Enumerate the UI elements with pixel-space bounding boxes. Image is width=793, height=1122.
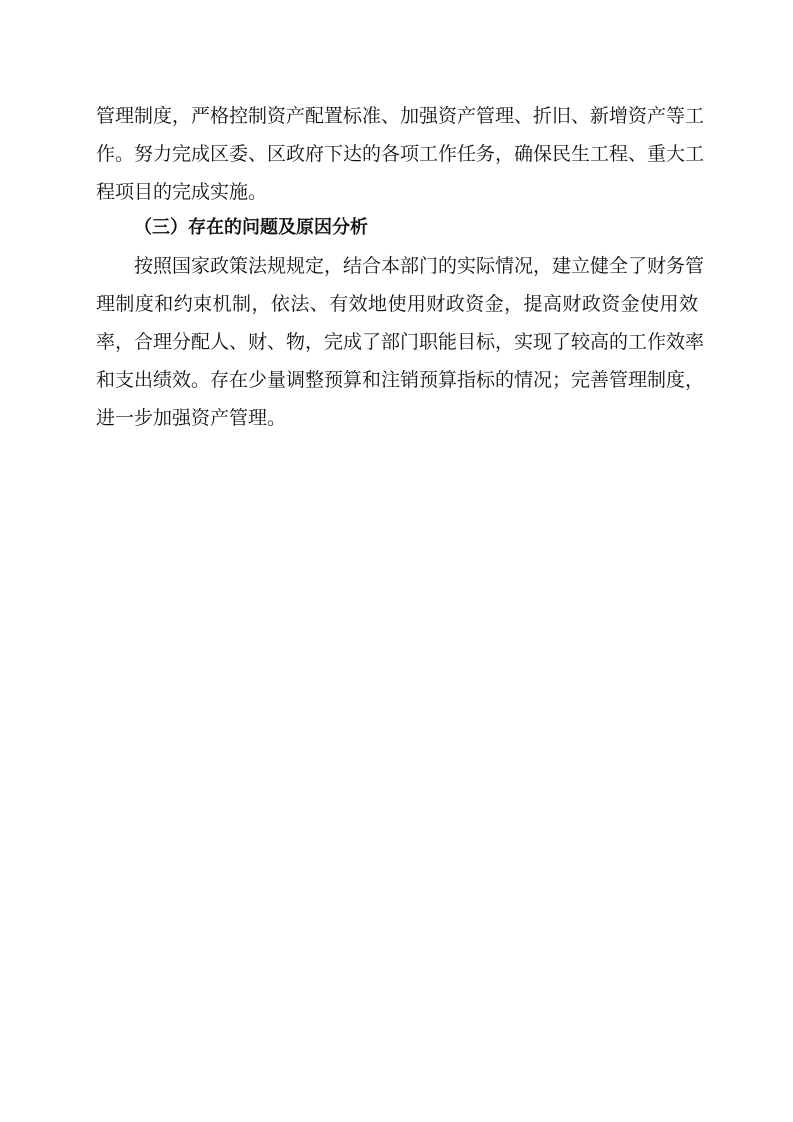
paragraph-1-line-3: 程项目的完成实施。: [96, 181, 268, 203]
paragraph-2-line-1: 按照国家政策法规规定，结合本部门的实际情况，建立健全了财务管: [134, 255, 705, 277]
paragraph-2-line-4: 和支出绩效。存在少量调整预算和注销预算指标的情况；完善管理制度，: [96, 369, 705, 391]
paragraph-1-line-2: 作。努力完成区委、区政府下达的各项工作任务，确保民生工程、重大工: [96, 143, 705, 165]
paragraph-2-line-2: 理制度和约束机制，依法、有效地使用财政资金，提高财政资金使用效: [96, 293, 698, 315]
section-heading: （三）存在的问题及原因分析: [134, 217, 368, 238]
paragraph-2-line-3: 率，合理分配人、财、物，完成了部门职能目标，实现了较高的工作效率: [96, 331, 705, 353]
paragraph-2-line-5: 进一步加强资产管理。: [96, 407, 287, 429]
paragraph-1-line-1: 管理制度，严格控制资产配置标准、加强资产管理、折旧、新增资产等工: [96, 105, 705, 127]
